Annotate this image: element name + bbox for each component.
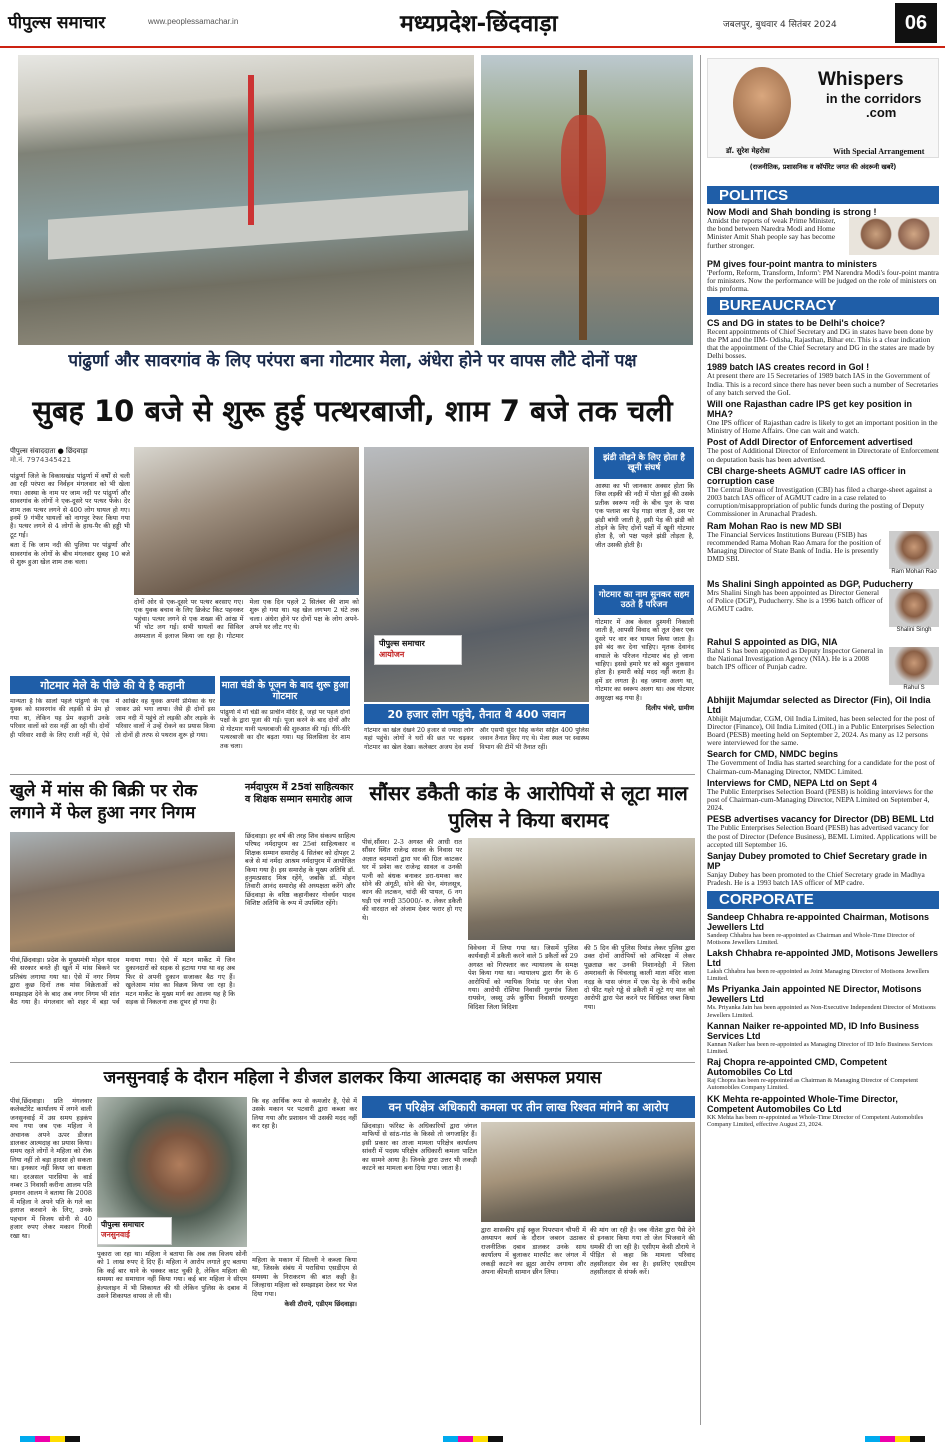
aayojan-logo (374, 635, 462, 665)
color-bar (865, 1436, 925, 1442)
logo-sub: आयोजन (379, 650, 405, 659)
news-item-body: Sanjay Dubey has been promoted to the Chief Secretary grade in Madhya Pradesh. He is a 1993 batch IAS officer of MP cadre. (707, 870, 925, 888)
author-name: डॉ. सुरेश मेहरोत्रा (726, 147, 770, 155)
news-item-body: KK Mehta has been re-appointed as Whole-Time Director of Competent Automobiles Company Limited, effective August 23, 2024. (707, 1113, 924, 1128)
site-url: www.peoplessamachar.in (148, 17, 239, 26)
lead-body-col1 (10, 472, 130, 677)
news-item-headline: Ms Shalini Singh appointed as DGP, Puducherry (707, 578, 913, 589)
portrait-image (889, 531, 939, 569)
column-tagline: (राजनीतिक, प्रशासनिक व कॉर्पोरेट जगत की अंदरूनी खबरें) (749, 163, 897, 171)
news-item (707, 984, 939, 1018)
sidebar-title: झंडी तोड़ने के लिए होता है खूनी संघर्ष (594, 447, 694, 479)
box3-title: 20 हजार लोग पहुंचे, तैनात थे 400 जवान (364, 704, 589, 724)
news-item (707, 814, 939, 849)
whispers-subtitle: in the corridors (826, 91, 922, 106)
box2-title: माता चंडी के पूजन के बाद शुरू हुआ गोटमार (220, 676, 350, 706)
forest-headline: वन परिक्षेत्र अधिकारी कमला पर तीन लाख रिश्वत मांगने का आरोप (362, 1096, 695, 1118)
masthead (0, 0, 945, 48)
injured-stretcher-photo (364, 447, 589, 702)
meat-body: पीसं,छिंदवाड़ा। प्रदेश के मुख्यमंत्री मोहन यादव की सरकार बनते ही खुले में मांस बिकने पर प्रतिबंध लगाया गया था। ऐसे में नगर निगम द्वारा कुछ दिनों तक मांस विक्रेताओं को समझाइश देने के बाद अब नगर निगम भी शांत बैठ गया है। मंगलवार को शहर में बड़ा पर्व मनाया गया। ऐसे में मटन मार्केट में जिन दुकानदारों को सड़क से हटाया गया था वह अब फिर से अपनी दुकान सजाकर बैठ गए हैं। खुलेआम मांस का विक्रय किया जा रहा है। मटन मार्केट के मुख्य मार्ग का आलम यह है कि सड़क से निकलना तक दूभर हो गया है। (10, 956, 235, 1007)
news-item-body: Rahul S has been appointed as Deputy Inspector General in the National Investigation Agency (NIA). He is a 2008 batch IPS officer of Punjab cadre. (707, 645, 883, 672)
box1-title: गोटमार मेले के पीछे की ये है कहानी (10, 676, 215, 694)
news-item-headline: 1989 batch IAS creates record in GoI ! (707, 362, 870, 373)
portrait-label: Rahul S (903, 684, 925, 691)
box2-body: पांढुर्णा में माँ चंडी का प्राचीन मंदिर है, जहां पर पहले दोनों पक्षों के द्वारा पूजा की गई। पूजा करने के बाद दोनों और से गोटमार यानी पत्थरबाजी की शुरुआत की गई। धीरे-धीरे पत्थरबाजी का दौर बढ़ता गया। यह सिलसिला देर शाम तक चला। (220, 709, 350, 750)
page-number: 06 (895, 3, 937, 43)
forest-body-3: की मांग जा रही है। जब नीतेश द्वारा पैसे देने से इनकार किया गया तो जेल भिजवाने की धमकी दी जा रही है। एसीएम केसी ठौराये ने पीड़ित से कहा कि मामला परिवाद तहसीलदार सेव का है। इसलिए एसडीएम तहसीलदार से संपर्क करें। (590, 1226, 695, 1277)
news-item (707, 362, 939, 397)
lead-byline-block (10, 447, 130, 465)
news-item-headline: Raj Chopra re-appointed CMD, Competent Automobiles Co Ltd (707, 1057, 888, 1078)
news-item (707, 579, 939, 635)
news-item-headline: Kannan Naiker re-appointed MD, ID Info Business Services Ltd (707, 1020, 920, 1041)
bridge-shape (48, 190, 468, 259)
narmada-headline: नर्मदापुरम में 25वां साहित्यकार व शिक्षक सम्मान समारोह आज (245, 782, 354, 805)
forest-complaint-photo (481, 1122, 695, 1222)
dacoity-headline: सौंसर डकैती कांड के आरोपियों से लूटा माल पुलिस ने किया बरामद (369, 781, 688, 832)
news-item-body: The Financial Services Institutions Bureau (FSIB) has recommended Rama Mohan Rao Amara for the position of Managing Director of State Bank of India. He is presently DMD SBI. (707, 529, 882, 564)
news-item-headline: PM gives four-point mantra to ministers (707, 259, 878, 269)
hearing-body-2: पुकारा जा रहा था। महिला ने बताया कि अब तक विजय सोनी को 1 लाख रुपए दे दिए हैं। महिला ने आरोप लगाते हुए बताया कि कई बार थाने के चक्कर काट चुकी है, लेकिन महिला की समस्या का समाधान नहीं किया गया। कई बार महिला ने सीएम हेल्पलाइन में भी शिकायत की थी लेकिन पुलिस के दबाव में उसने शिकायत वापस ले ली थी। (97, 1250, 247, 1301)
news-item-body: The Central Bureau of Investigation (CBI) has filed a charge-sheet against a 2003 batch IAS officer of AGMUT cadre in a case related to corruption/misappropriation of public funds during the posting of Deputy Commissioner in Arunachal Pradesh. (707, 484, 932, 519)
news-item (707, 466, 939, 519)
hearing-quote-sign: केसी ठौराये, एडीएम छिंदवाड़ा। (284, 1300, 357, 1309)
news-item-body: Laksh Chhabra has been re-appointed as Joint Managing Director of Motisons Jewellers Limited. (707, 967, 930, 983)
news-item (707, 851, 939, 887)
news-item-headline: Search for CMD, NMDC begins (707, 749, 839, 760)
forest-body-2: द्वारा शासकीय हाई स्कूल पिपरपान चौपरी में अध्यापन कार्य के दौरान जबरन उठाकर राजनीतिक दबाव डालकर उनके साथ कार्यालय में बुलाकर मारपीट कर जंगल में लकड़ी काटने का झूठा आरोप लगाया और अपना कीमती सामान छीन लिया। (481, 1226, 586, 1277)
logo-caption: पीपुल्स समाचार (379, 639, 425, 648)
news-item-headline: Sanjay Dubey promoted to Chief Secretary grade in MP (707, 851, 928, 872)
color-bar (20, 1436, 80, 1442)
flag-pole (248, 75, 254, 225)
news-item (707, 1094, 939, 1128)
box1-body: मान्यता है कि सालों पहले पांढुर्णा के एक युवक को सावरगांव की लड़की से प्रेम हो गया था, लेकिन यह प्रेम कहानी उनके परिवार वालों को रास नहीं आ रही थी। दोनों ही परिवार शादी के लिए राजी नहीं थे, ऐसे में आखिर वह युवक अपनी प्रेमिका के घर जाकर उसे भगा लाया। जैसे ही दोनों इस जाम नदी में पहुंचे तो लड़की और लड़के के परिवार वालों ने उन्हें रोकने का प्रयास किया तो दोनों ही तरफ से पथराव शुरू हो गया। (10, 698, 215, 739)
brand-logo: पीपुल्स समाचार (8, 13, 106, 33)
meat-headline: खुले में मांस की बिक्री पर रोक लगाने में फेल हुआ नगर निगम (10, 781, 198, 823)
portrait (889, 647, 939, 691)
news-item (707, 948, 939, 982)
column-rule (700, 55, 701, 1425)
portrait (889, 531, 939, 575)
crowd-photo (481, 55, 693, 345)
news-item-headline: KK Mehta re-appointed Whole-Time Director, Competent Automobiles Co Ltd (707, 1093, 898, 1114)
lead-headline: सुबह 10 बजे से शुरू हुई पत्थरबाजी, शाम 7 बजे तक चली (32, 394, 673, 428)
news-item (707, 912, 939, 946)
news-item-body: Sandeep Chhabra has been re-appointed as Chairman and Whole-Time Director of Motisons Jewellers Limited. (707, 931, 915, 946)
modi-shah-photo (849, 217, 939, 255)
mobile: मो.नं. 7974345421 (10, 456, 72, 464)
news-item-headline: Will one Rajasthan cadre IPS get key position in MHA? (707, 399, 912, 420)
news-item (707, 695, 939, 748)
divider (10, 1062, 695, 1063)
section-header-corporate: CORPORATE (707, 891, 939, 909)
color-bar (443, 1436, 503, 1442)
dateline: जबलपुर, बुधवार 4 सितंबर 2024 (723, 20, 837, 30)
news-item-body: Ms. Priyanka Jain has been appointed as Non-Executive Independent Director of Motisons Jewellers Limited. (707, 1004, 936, 1019)
news-item-body: 'Perform, Reform, Transform, Inform': PM Narendra Modi's four-point mantra for ministers. Now the performance will be judged on the role of ministers on this proforma. (707, 268, 939, 294)
column-body (707, 186, 939, 1426)
sidebar2-sign: दिलीप भंवरे, ग्रामीण (645, 704, 694, 713)
dacoity-body-3: की 5 दिन की पुलिस रिमांड लेकर पुलिस द्वारा उक्त दोनों आरोपियों को अभिरक्षा में लेकर पूछताछ कर उनकी निशानदेही में जिला अमरावती के चिंचलाडू काली माता मंदिर वाला नदड़ के पास जंगल में एक पेड़ के नीचे करीब दो फीट गहरे गड्ढे से डकैती में लूटे गए माल को आरोपी द्वारा पेश करने पर विधिवत जब्त किया गया। (584, 944, 695, 1011)
news-item-body: Amidst the reports of weak Prime Minister, the bond between Naredra Modi and Home Minister Amit Shah people say has become further stronger. (707, 216, 836, 250)
news-item-headline: PESB advertises vacancy for Director (DB) BEML Ltd (707, 814, 934, 825)
box3-body: गोटमार का खेल देखने 20 हजार से ज्यादा लोग यहां पहुंचे। लोगों ने घरों की छत पर चढ़कर गोटमार का खेल देखा। कलेक्टर अजय देव शर्मा और एसपी सुंदर सिंह कनेश सहित 400 पुलिस जवान तैनात किए गए थे। मेला स्थल पर स्वास्थ्य विभाग की टीमें भी तैनात रहीं। (364, 727, 589, 751)
news-item-headline: Post of Addl Director of Enforcement advertised (707, 437, 913, 448)
news-item-body: Recent appointments of Chief Secretary and DG in states have been done by the PM and the IIM- Odisha, Rajasthan, Bihar etc. This is a clear indication that the appointment of the Chief Secretary and DG in the states are made by Delhi bosses. (707, 326, 935, 361)
news-item-headline: CBI charge-sheets AGMUT cadre IAS officer in corruption case (707, 465, 906, 486)
hearing-body: पीसं,छिंदवाड़ा। प्रति मंगलवार कलेक्टोरेट कार्यालय में लगने वाली जनसुनवाई में उस समय हड़कंप मच गया जब एक महिला ने अचानक अपने ऊपर डीजल डालकर आत्मदाह का प्रयास किया। समय रहते लोगों ने महिला को रोक लिया नहीं तो बड़ा हादसा हो सकता था। इनकार नहीं किया जा सकता था। दरअसल पारसिया के वार्ड नम्बर 3 निवासी करीना आलम पति इमरान आलम ने बताया कि 2008 में महिला ने अपने पति के गले का इलाज करवाने के लिए, उनके पहचान में विजय सोनी से 40 हजार रुपए लेकर मकान गिरवी रखा था। (10, 1097, 92, 1240)
news-item-headline: CS and DG in states to be Delhi's choice? (707, 317, 886, 328)
lead-kicker: पांढुर्णा और सावरगांव के लिए परंपरा बना गोटमार मेला, अंधेरा होने पर वापस लौटे दोनों पक्ष (68, 351, 637, 371)
gotmar-river-photo (18, 55, 474, 345)
section-header-bureaucracy: BUREAUCRACY (707, 297, 939, 315)
lead-paragraph-2: बता दें कि जाम नदी की पुलिया पर पांढुर्णा और सावरगांव के लोगों के बीच मंगलवार सुबह 10 बजे से शुरू हुआ खेल शाम तक चला। (10, 541, 130, 567)
portrait-image (889, 647, 939, 685)
dacoity-body-1: पीसं,सौंसर। 2-3 अगस्त की आधी रात सौंसर स्थित राजेन्द्र सावल के निवास पर अज्ञात बदमाशों द्वारा घर की ग्रिल काटकर घर में प्रवेश कर राजेन्द्र सावल व उनकी पत्नी को बंधक बनाकर डरा-धमका कर सोने की अंगूठी, सोने की चेन, मंगलसूत्र, कान की लटकन, चांदी की पायल, 6 नग घड़ी एवं नगदी 35000/- रु. लेकर डकैती की वारदात को अंजाम देकर फरार हो गए थे। (362, 838, 462, 922)
portrait-image (889, 589, 939, 627)
logo-sub: जनसुनवाई (101, 1230, 130, 1239)
news-item (707, 259, 939, 294)
dacoity-body-2: विवेचना में लिया गया था। जिसमें पुलिस कार्यवाही में डकैती करने वाले 5 डकैतों को 29 अगस्त को गिरफ्तार कर न्यायालय के समक्ष पेश किया गया था। न्यायालय द्वारा गैंग के 6 आरोपियों को न्यायिक रिमांड पर जेल भेजा गया। आरोपी रोशिया निवासी गुलगांव जिला रायसेन, जस्सू उर्फ कुर्रिया निवासी धरमपुरा विदिशा जिला विदिशा (468, 944, 578, 1011)
news-item-body: The post of Additional Director of Enforcement in Directorate of Enforcement on deputation basis has been advertised. (707, 446, 939, 464)
news-item-headline: Now Modi and Shah bonding is strong ! (707, 207, 877, 217)
news-item-headline: Interviews for CMD, NEPA Ltd on Sept 4 (707, 777, 878, 788)
hearing-quote (252, 1252, 357, 1415)
section-header-politics: POLITICS (707, 186, 939, 204)
news-item-headline: Laksh Chhabra re-appointed JMD, Motisons Jewellers Ltd (707, 947, 939, 968)
jansunwai-logo (97, 1217, 172, 1245)
news-item-body: Abhijit Majumdar, CGM, Oil India Limited, has been selected for the post of Director (Finance), Oil India Limited (OIL) in a Public Enterprises Selection Board (PESB) meeting held on September 2, 2024. As many as 12 persons were interviewed for the same. (707, 713, 935, 748)
whispers-domain: .com (866, 105, 897, 120)
news-item-body: The Public Enterprises Selection Board (PESB) has advertised vacancy for the post of Director (Defence Business), BEML Limited. Applications will be accepted till September 16. (707, 823, 937, 849)
news-item (707, 1021, 939, 1055)
news-item (707, 437, 939, 463)
author-photo (733, 67, 791, 139)
market-photo (10, 832, 235, 952)
news-item-body: One IPS officer of Rajasthan cadre is likely to get an important position in the Ministry of Home Affairs. One can wait and watch. (707, 418, 938, 436)
news-item-body: At present there are 15 Secretaries of 1989 batch IAS in the Government of India. This is a record since there has never been such a number of Secretaries of any batch served the GoI. (707, 371, 939, 397)
portrait-label: Shalini Singh (896, 626, 932, 633)
arrangement: With Special Arrangement (833, 147, 925, 156)
print-marks (0, 1432, 945, 1445)
hearing-headline: जनसुनवाई के दौरान महिला ने डीजल डालकर किया आत्मदाह का असफल प्रयास (103, 1068, 602, 1088)
column-sections (707, 186, 939, 1128)
news-item (707, 318, 939, 361)
sidebar2-body (595, 618, 694, 748)
police-binocular-photo (134, 447, 359, 595)
news-item (707, 778, 939, 813)
divider (10, 774, 695, 775)
hearing-quote-text: महिला के मकान में सिल्ली ने कब्जा किया था, जिसके संबंध में परासिया एसडीएम से समस्या के निराकरण की बात कही है। जिल्हाधा महिला को समझाइश देकर घर भेज दिया गया। (252, 1256, 357, 1298)
news-item-headline: Ms Priyanka Jain appointed NE Director, Motisons Jewellers Ltd (707, 984, 922, 1005)
news-item-headline: Sandeep Chhabra re-appointed Chairman, Motisons Jewellers Ltd (707, 911, 930, 932)
news-item-body: Kannan Naiker has been re-appointed as Managing Director of ID Info Business Services Limited. (707, 1040, 933, 1055)
whispers-banner (707, 58, 939, 158)
woman-photo (97, 1097, 247, 1247)
portrait-label: Ram Mohan Rao (891, 568, 937, 575)
flag-cluster (561, 115, 606, 215)
sidebar2-text: गोटमार में अब केवल दुश्मनी निकाली जाती है, आपसी विवाद को तूल देकर एक दूसरे पर वार कर घायल किया जाता है। इसे बंद कर देना चाहिए। मृतक देवानंद वाघाले के परिजन गोटमार बंद हो जाना चाहिए। इससे हमारे घर को बहुत नुकसान होता है। हमारी कोई मदद नहीं करता है। हमें डर लगता है। वह जमाना अलग था, गोटमार का स्वरूप अलग था। अब गोटमार असुरक्षा बढ़ गया है। (595, 618, 694, 702)
portrait (889, 589, 939, 633)
news-item-body: The Government of India has started searching for a candidate for the post of Chairman-cum-Managing Director, NMDC Limited. (707, 758, 935, 776)
sidebar-body: आस्था का भी जानकार अक्सर होता कि जिस लड़की की नदी में पोता हुई की उसके प्रतीक स्वरूप नदी के बीच पुल के पास एक पलाश का पेड़ गाड़ा जाता है, उस पर झंडी बांधी जाती है, इसी पेड़ की झंडी को तोड़ने के लिए दोनों पक्षों में खूनी गोटमार होता है, जो पक्ष पहले झंडी तोड़ता है, जीत उसकी होती है। (595, 482, 694, 549)
news-item-body: Raj Chopra has been re-appointed as Chairman & Managing Director of Competent Automobiles Company Limited. (707, 1077, 919, 1092)
news-item (707, 207, 939, 257)
whispers-title: Whispers (818, 69, 904, 90)
news-item (707, 749, 939, 775)
forest-body-1: छिंदवाड़ा। फॉरेस्ट के अधिकारियों द्वारा जंगल माफियों से सांठ-गांठ के किस्से तो जगजाहिर हैं। इसी प्रकार का ताजा मामला परिक्षेत्र कार्यालय सांवरी में पदस्थ परिक्षेत्र अधिकारी कमला पाटिल का सामने आया है। जिनके द्वारा उत्तर भी लकड़ी काटने का मामला बना दिया गया। जाता है। (362, 1122, 477, 1173)
news-item-body: Mrs Shalini Singh has been appointed as Director General of Police (DGP), Puducherry. She is a 1996 batch officer of AGMUT cadre. (707, 587, 883, 614)
hearing-body-3: कि वह आर्थिक रूप से कमजोर है, ऐसे में उसके मकान पर पटवारी द्वारा कब्जा कर लिया गया और प्रशासन भी उसकी मदद नहीं कर रहा है। (252, 1097, 357, 1131)
section-title: मध्यप्रदेश-छिंदवाड़ा (400, 11, 558, 37)
news-item-headline: Rahul S appointed as DIG, NIA (707, 636, 838, 647)
news-item (707, 399, 939, 435)
lead-paragraph-1: पांढुर्णा जिले के विकासखंड पांढुर्णा में वर्षों से चली आ रही परंपरा का निर्वहन मंगलवार को भी खेला गया। आस्था के नाम पर जाम नदी पर पांढुर्णा और सावरगांव के लोगों ने एक-दूसरे पर पत्थर फेंके। देर शाम तक पत्थर लगने से 400 लोग घायल हो गए। इनमें 9 गंभीर घायलों को नागपुर रेफर किया गया है। पत्थर लगने से 4 लोगों के हाथ-पैर की हड्डी भी टूट गई। (10, 472, 130, 539)
news-item (707, 521, 939, 577)
sidebar2-title: गोटमार का नाम सुनकर सहम उठते हैं परिजन (594, 585, 694, 615)
news-item-headline: Ram Mohan Rao is new MD SBI (707, 520, 842, 531)
lead-body-col2: दोनों ओर से एक-दूसरे पर पत्थर बरसाए गए। एक युवक बचाव के लिए क्रिकेट किट पहनकर पहुंचा। पत्थर लगने से एक शख्स की आंख में भी चोट लग गई। सभी घायलों का सिविल अस्पताल में इलाज किया जा रहा है। गोटमार मेला एक दिन पहले 2 सितंबर की शाम को शुरू हो गया था। यह खेल लगभग 2 घंटे तक चला। अंधेरा होने पर दोनों पक्ष के लोग अपने-अपने घर लौट गए थे। (134, 598, 359, 640)
news-item-body: The Public Enterprises Selection Board (PESB) is holding interviews for the post of Chairman-cum-Managing Director, NEPA Limited on September 4, 2024. (707, 786, 934, 813)
police-recovered-goods-photo (468, 838, 695, 940)
news-item (707, 1057, 939, 1091)
logo-caption: पीपुल्स समाचार (101, 1220, 144, 1229)
news-item (707, 637, 939, 693)
narmada-body: छिंदवाड़ा। हर वर्ष की तरह शिव संकल्प साहित्य परिषद नर्मदापुरम का 25वां साहित्यकार व शिक्षक सम्मान समारोह 4 सितंबर को दोपहर 2 बजे से मां नर्मदा आश्रम नर्मदापुरम में आयोजित किया गया है। इस समारोह के मुख्य अतिथि डॉ. हनुमत्प्रसाद मिश्र रहेंगे, जबकि डॉ. मोहन तिवारी आनंद समारोह की अध्यक्षता करेंगे और छिंदवाड़ा के वरिष्ठ कहानीकार गोवर्धन यादव विशिष्ट अतिथि के रूप में उपस्थित रहेंगे। (245, 832, 355, 908)
byline: पीपुल्स संवाददाता ● छिंदवाड़ा (10, 447, 88, 455)
news-item-headline: Abhijit Majumdar selected as Director (Fin), Oil India Ltd (707, 694, 931, 715)
